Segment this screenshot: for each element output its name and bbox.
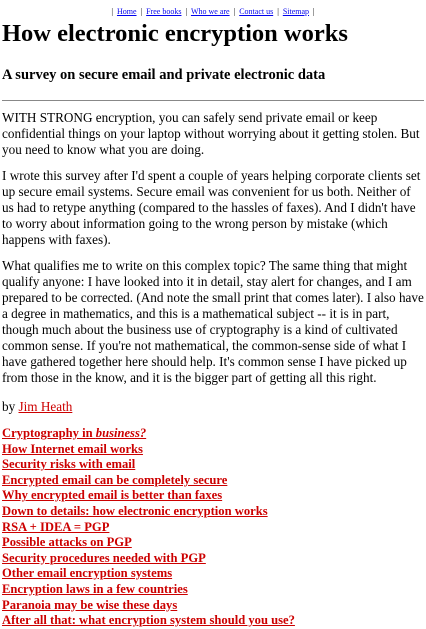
toc-item-prefix: Cryptography in — [2, 426, 96, 440]
toc-item-emphasis: business? — [95, 426, 147, 440]
nav-separator: | — [140, 7, 143, 16]
toc-item-which-system[interactable]: After all that: what encryption system should you use? — [2, 613, 295, 628]
toc-item-encryption-laws[interactable]: Encryption laws in a few countries — [2, 581, 188, 596]
table-of-contents — [2, 426, 424, 629]
byline — [2, 399, 424, 415]
page-subtitle: A survey on secure email and private electronic data — [2, 67, 326, 83]
toc-item-attacks-on-pgp[interactable]: Possible attacks on PGP — [2, 535, 132, 550]
divider — [2, 100, 424, 101]
byline-prefix: by — [2, 399, 19, 414]
toc-item-completely-secure[interactable]: Encrypted email can be completely secure — [2, 472, 228, 487]
nav-link-home[interactable]: Home — [116, 7, 137, 16]
intro-paragraph-2: I wrote this survey after I'd spent a couple of years helping corporate clients set up secure email systems. Secure email was convenient for us both. Neither of us had to retype anything (compared to the hassles of faxes). And I didn't have to worry about information going to the wrong person by mistake (which happens with faxes). — [2, 168, 421, 247]
nav-separator: | — [111, 7, 113, 16]
toc-item-security-risks[interactable]: Security risks with email — [2, 457, 136, 472]
nav-link-free-books[interactable]: Free books — [146, 7, 182, 16]
nav-link-contact-us[interactable]: Contact us — [239, 7, 274, 16]
intro-paragraph-3: What qualifies me to write on this complex topic? The same thing that might qualify anyone: I have looked into it in detail, stay alert for changes, and I am prepared to be corrected. (And note the small print that comes later). I also have a degree in mathematics, and this is a mathematical subject -- it is in part, though much about the business use of cryptography is a kind of cultivated common sense. If you're not mathematical, the common-sense side of what I have gathered together here should help. It's common sense I have picked up from those in the know, and it is the bigger part of getting all this right. — [2, 258, 424, 385]
toc-item-other-systems[interactable]: Other email encryption systems — [2, 566, 173, 581]
toc-item-rsa-idea-pgp[interactable]: RSA + IDEA = PGP — [2, 519, 110, 534]
nav-separator: | — [313, 7, 315, 16]
nav-link-who-we-are[interactable]: Who we are — [190, 7, 230, 16]
nav-separator: | — [233, 7, 236, 16]
toc-item-better-than-faxes[interactable]: Why encrypted email is better than faxes — [2, 488, 223, 503]
author-link[interactable]: Jim Heath — [18, 399, 73, 414]
toc-item-how-encryption-works[interactable]: Down to details: how electronic encryption works — [2, 503, 268, 518]
toc-item-internet-email[interactable]: How Internet email works — [2, 441, 143, 456]
nav-separator: | — [185, 7, 188, 16]
toc-item-paranoia[interactable]: Paranoia may be wise these days — [2, 597, 178, 612]
page-title: How electronic encryption works — [2, 20, 348, 47]
intro-paragraph-1: WITH STRONG encryption, you can safely send private email or keep confidential things on your laptop without worrying about it getting stolen. But you need to know what you are doing. — [2, 110, 420, 157]
toc-item-security-procedures[interactable]: Security procedures needed with PGP — [2, 550, 206, 565]
toc-item-cryptography-in-business[interactable] — [2, 426, 424, 442]
nav-link-sitemap[interactable]: Sitemap — [282, 7, 310, 16]
top-navigation — [2, 0, 424, 18]
nav-separator: | — [277, 7, 279, 16]
